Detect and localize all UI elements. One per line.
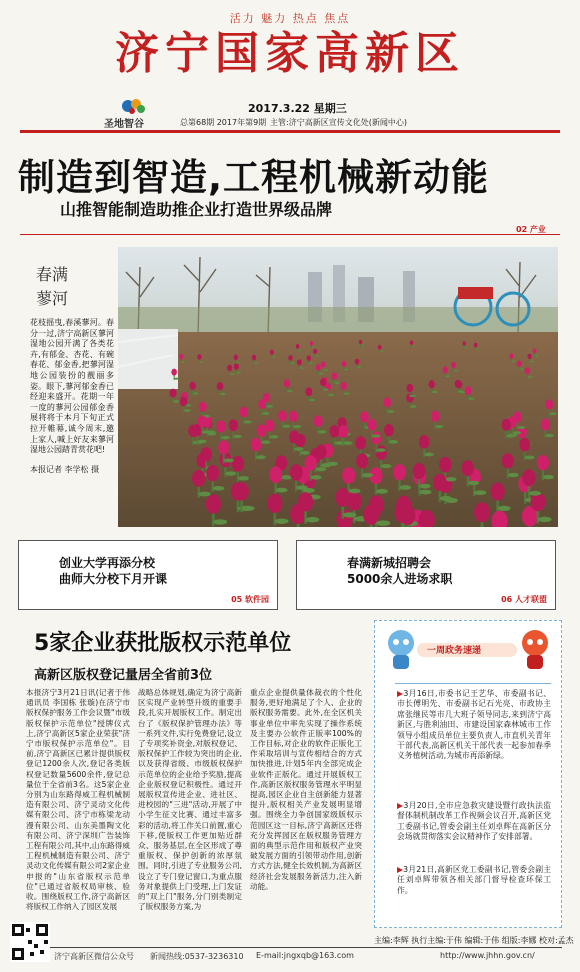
tulip-bloom	[342, 467, 355, 484]
tulip-leaf	[476, 349, 479, 350]
tulip-leaf	[323, 388, 329, 390]
photo-feature-title-1: 春满	[36, 265, 69, 284]
tulip-bloom	[355, 359, 360, 365]
tulip-bloom	[439, 457, 451, 473]
tulip-leaf	[300, 451, 310, 455]
tulip-bloom	[502, 453, 514, 468]
tulip-leaf	[529, 491, 541, 496]
masthead-title: 济宁国家高新区	[115, 28, 465, 79]
tulip-bloom	[180, 397, 188, 407]
tulip-bloom	[527, 354, 531, 360]
lead-divider	[20, 234, 560, 235]
tulip-bloom	[270, 350, 274, 355]
tulip-leaf	[254, 362, 258, 364]
tulip-leaf	[262, 440, 271, 444]
tulip-leaf	[306, 517, 320, 522]
tulip-bloom	[216, 420, 225, 432]
tulip-leaf	[527, 376, 532, 378]
tulip-bloom	[197, 415, 206, 427]
tulip-leaf	[344, 369, 348, 371]
tulip-leaf	[202, 430, 210, 433]
tulip-leaf	[238, 476, 249, 480]
tulip-leaf	[236, 362, 240, 364]
tulip-bloom	[304, 455, 316, 470]
tulip-leaf	[380, 351, 383, 352]
teaser-title-line2: 5000余人进场求职	[347, 572, 453, 586]
tulip-leaf	[334, 382, 339, 384]
tulip-bloom	[313, 349, 317, 354]
tulip-bloom	[310, 341, 313, 345]
tulip-bloom	[189, 382, 196, 390]
tulip-leaf	[525, 455, 535, 459]
tulip-bloom	[455, 380, 461, 388]
teaser-section-tag: 06 人才联盟	[501, 595, 547, 604]
tulip-leaf	[349, 489, 361, 494]
tulip-leaf	[193, 392, 199, 394]
tulip-leaf	[334, 441, 343, 445]
tulip-bloom	[257, 424, 267, 436]
gov-item: ▶3月16日,市委书记王艺华、市委副书记、市长傅明先、市委副书记石光亮、市政协主席张继民等市几大班子领导同志,来到济宁高新区,与胜利油田、市建设国家森林城市工作领导小组成员单位主要负责人,市直机关青年干部代表,高新区机关干部代表一起参加春季义务植树活动,为城市再添新绿。	[397, 689, 552, 761]
tulip-bloom	[410, 341, 413, 345]
gov-item-text: 3月20日,全市应急救灾建设暨行政执法监督体制机制改革工作视频会议召开,高新区党工委副书记,管委会副主任刘卓辉在高新区分会场就贯彻落实会议精神作了安排部署。	[397, 801, 552, 842]
tulip-bloom	[513, 411, 522, 422]
tulip-leaf	[445, 375, 450, 377]
tulip-bloom	[289, 430, 299, 443]
tulip-leaf	[399, 485, 411, 490]
tulip-bloom	[197, 354, 201, 360]
tulip-bloom	[367, 419, 376, 431]
tulip-bloom	[451, 362, 456, 368]
teaser-card-software-park[interactable]	[18, 540, 278, 610]
tulip-leaf	[221, 436, 230, 439]
tulip-bloom	[289, 411, 298, 422]
tulip-leaf	[296, 485, 308, 490]
wechat-qr-code-icon	[10, 922, 50, 962]
tulip-bloom	[522, 469, 535, 486]
tulip-leaf	[199, 492, 211, 497]
tulip-leaf	[420, 490, 432, 495]
tulip-leaf	[198, 440, 207, 444]
tulip-leaf	[276, 488, 288, 493]
gov-item-text: 3月16日,市委书记王艺华、市委副书记、市长傅明先、市委副书记石光亮、市政协主席张继民等市几大班子领导同志,来到济宁高新区,与胜利油田、市建设国家森林城市工作领导小组成员单位主要负责人,市直机关青年干部代表,高新区机关干部代表一起参加春季义务植树活动,为城市再添新绿。	[397, 689, 552, 761]
teaser-title-line2: 曲师大分校下月开课	[59, 572, 168, 586]
tulip-leaf	[344, 392, 350, 394]
tulip-leaf	[445, 477, 456, 481]
tulip-leaf	[318, 430, 326, 433]
tulip-leaf	[309, 363, 313, 365]
tulip-bloom	[171, 369, 177, 376]
tulip-bloom	[298, 492, 313, 511]
logo-text: 圣地智谷	[104, 119, 144, 130]
footer-website[interactable]: http://www.jhhn.gov.cn/	[440, 951, 535, 960]
tulip-bloom	[252, 355, 256, 361]
tulip-leaf	[294, 447, 303, 451]
tulip-leaf	[538, 517, 552, 522]
tulip-bloom	[307, 355, 311, 361]
tulip-bloom	[465, 386, 472, 395]
tulip-bloom	[206, 494, 221, 513]
tulip-bloom	[378, 345, 382, 350]
tulip-leaf	[376, 520, 390, 526]
tulip-bloom	[316, 364, 321, 371]
tulip-bloom	[541, 419, 550, 431]
tulip-leaf	[410, 405, 417, 408]
tulip-bloom	[218, 440, 229, 454]
tulip-bloom	[533, 348, 537, 353]
tulip-bloom	[265, 420, 274, 432]
tulip-leaf	[293, 425, 301, 428]
tulip-leaf	[181, 361, 185, 363]
tulip-bloom	[394, 503, 410, 523]
gov-item-text: 3月21日,高新区党工委副书记,管委会副主任刘卓辉带领各相关部门督导检查环保工作。	[397, 865, 551, 895]
tulip-leaf	[270, 435, 279, 438]
tulip-leaf	[309, 399, 315, 402]
tulip-leaf	[236, 372, 241, 374]
tulip-leaf	[199, 361, 203, 363]
tulip-bloom	[342, 361, 347, 367]
blue-mascot-icon	[381, 627, 421, 671]
tulip-leaf	[357, 366, 361, 368]
tulip-leaf	[535, 355, 539, 356]
tulip-leaf	[230, 373, 235, 375]
tulip-bloom	[206, 465, 219, 481]
tulip-bloom	[491, 482, 505, 500]
tulip-bloom	[384, 424, 394, 436]
tulip-bloom	[413, 463, 426, 479]
tulip-leaf	[262, 412, 269, 415]
tulip-leaf	[372, 434, 381, 437]
tulip-bloom	[320, 378, 326, 386]
gov-affairs-panel	[374, 620, 562, 928]
issue-number: 总第68期 2017年第9期	[180, 118, 267, 127]
article-column-2: 战略总体规划,确定为济宁高新区实现产业转型升级的重要手段,扎实开展版权工作。制定出台了《版权保护管理办法》等一系列文件,实行免费登记,设立了专项奖补资金,对版权登记、版权保护工作较为突出的企业,以及获得省级、市级版权保护示范单位的企业给予奖励,提高企业版权登记积极性。通过开展版权宣传进企业、进社区、进校园的"三进"活动,开展了中小学生征文比赛、通过丰富多彩的活动,将工作关口前置,重心下移,使版权工作更加贴近群众、服务基层,在全区形成了尊重版权、保护创新的浓厚氛围。同时,引进了专业服务公司,设立了专门登记窗口,为重点服务对象提供上门受理,上门发证的"双上门"服务,分门别类制定了版权服务方案,为	[138, 688, 242, 912]
article-column-3: 重点企业提供量体裁衣的个性化服务,更好地满足了个人、企业的版权服务需要。此外,在全区机关事业单位中率先实现了操作系统及主要办公软件正版率100%的工作目标,对企业的软件正版化工作采取培训与宣传相结合的方式加快推进,计划5年内全部完成企业软件正版化。通过开展版权工作,高新区版权服务管理水平明显提高,园区企业自主创新能力显著提升,版权相关产业发展明显增强。围绕全力争创国家级版权示范园区这一目标,济宁高新区还将充分发挥园区在版权服务管理方面的典型示范作用和版权产业突破发展方面的引领带动作用,创新方式方法,健全长效机制,为高新区经济社会发展服务新活力,注入新动能。	[250, 688, 362, 891]
tulip-leaf	[387, 410, 394, 413]
tulip-leaf	[233, 435, 242, 438]
tulip-bloom	[359, 340, 362, 344]
tulip-leaf	[321, 463, 331, 467]
tulip-leaf	[468, 481, 479, 486]
tulip-bloom	[363, 505, 379, 525]
tulip-bloom	[305, 387, 312, 396]
tulip-bloom	[383, 397, 391, 407]
tulip-bloom	[330, 425, 340, 438]
sponsor-line: 主管:济宁高新区宣传文化处(新闻中心)	[270, 118, 407, 127]
tulip-bloom	[339, 425, 349, 438]
tulip-bloom	[517, 361, 522, 367]
tulip-bloom	[284, 379, 290, 387]
teaser-title-line1: 春满新城招聘会	[347, 556, 432, 570]
tulip-leaf	[184, 409, 191, 412]
tulip-bloom	[263, 393, 270, 402]
tulip-leaf	[376, 448, 385, 452]
tulip-leaf	[316, 467, 327, 471]
tulip-bloom	[288, 355, 292, 361]
tulip-bloom	[229, 419, 238, 431]
tulip-bloom	[336, 488, 351, 507]
tulip-leaf	[220, 393, 226, 395]
tulip-leaf	[508, 473, 519, 477]
tulip-bloom	[433, 474, 447, 491]
photo-credit: 本报记者 李学松 摄	[30, 465, 100, 474]
tulip-bloom	[545, 399, 553, 409]
editors-line: 主编:李辉 执行主编:于伟 编辑:于伟 组版:李娜 校对:孟杰	[374, 936, 574, 945]
tulip-leaf	[453, 370, 458, 372]
tulip-bloom	[360, 411, 369, 422]
tulip-bloom	[431, 411, 440, 422]
tulip-bloom	[290, 464, 303, 480]
footer-hotline: 新闻热线:0537-3236310	[150, 952, 244, 961]
article-column-1: 本报济宁3月21日讯(记者于伟 通讯员 李国栋 张璇)在济宁市版权保护服务工作会议暨"市级版权保护示范单位"授牌仪式上,济宁高新区5家企业荣获"济宁市版权保护示范单位"。目前,济宁高新区已累计提供版权登记1200余人次,登记各类版权登记数量5600余件,登记总量位于全省前3名。这5家企业分别为山东路得威工程机械制造有限公司、济宁灵动文化传媒有限公司、济宁市栋梁龙动漫有限公司、山东美墨陶文化有限公司、济宁深圳广告装饰工程有限公司,其中,山东路得威工程机械制造有限公司、济宁灵动文化传媒有限公司2家企业申报的"山东省版权示范单位"已通过省版权局审核、验收。围绕版权工作,济宁高新区将版权工作纳入了园区发展	[26, 688, 130, 912]
tulip-bloom	[179, 354, 183, 360]
tulip-bloom	[200, 447, 212, 462]
tulip-leaf	[299, 367, 303, 369]
tulip-leaf	[424, 453, 434, 457]
tulip-bloom	[192, 470, 205, 487]
tulip-bloom	[525, 367, 530, 374]
teaser-card-talent-alliance[interactable]	[296, 540, 556, 610]
tulip-leaf	[464, 347, 467, 348]
tulip-leaf	[549, 412, 556, 415]
tulip-leaf	[225, 471, 236, 475]
tulip-leaf	[283, 425, 291, 428]
tulip-leaf	[511, 360, 515, 362]
teaser-title-line1: 创业大学再添分校	[59, 556, 156, 570]
tulip-bloom	[269, 466, 282, 483]
tulip-leaf	[242, 506, 255, 511]
red-mascot-icon	[515, 627, 555, 671]
tulip-leaf	[545, 434, 554, 437]
tulip-bloom	[356, 453, 368, 468]
issue-date: 2017.3.22 星期三	[248, 102, 347, 115]
tulip-leaf	[244, 420, 252, 423]
tulip-leaf	[174, 378, 179, 380]
footer-wechat: 济宁高新区微信公众号	[54, 952, 134, 961]
gov-item: ▶3月21日,高新区党工委副书记,管委会副主任刘卓辉带领各相关部门督导检查环保工作。	[397, 865, 551, 895]
tulip-leaf	[432, 391, 438, 393]
tulip-bloom	[227, 365, 232, 372]
tulip-bloom	[443, 366, 448, 373]
tulip-leaf	[468, 398, 474, 400]
lead-subheadline: 山推智能制造助推企业打造世界级品牌	[60, 200, 333, 219]
tulip-bloom	[474, 502, 490, 522]
tulip-leaf	[412, 346, 415, 347]
gov-item: ▶3月20日,全市应急救灾建设暨行政执法监督体制机制改革工作视频会议召开,高新区党工委副书记,管委会副主任刘卓辉在高新区分会场就贯彻落实会议精神作了安排部署。	[397, 801, 552, 842]
tulip-bloom	[355, 436, 366, 450]
masthead-divider	[20, 130, 560, 133]
tulip-bloom	[340, 382, 347, 390]
footer-email: E-mail:jngxqb@163.com	[256, 951, 354, 960]
tulip-bloom	[251, 438, 262, 452]
tulip-leaf	[440, 496, 452, 501]
tulip-leaf	[224, 458, 234, 462]
tulip-bloom	[232, 456, 244, 472]
tulip-leaf	[173, 400, 179, 403]
tulip-bloom	[267, 494, 282, 513]
tulip-leaf	[287, 390, 293, 392]
tulip-bloom	[169, 389, 176, 398]
tulip-leaf	[506, 434, 515, 437]
photo-feature-title-2: 蓼河	[36, 289, 69, 308]
tulip-park-photo	[118, 247, 558, 527]
tulip-leaf	[361, 345, 364, 346]
tulip-bloom	[314, 415, 323, 427]
tulip-leaf	[543, 475, 554, 479]
tulip-leaf	[275, 518, 289, 524]
lead-section-tag: 02 产业	[516, 225, 546, 234]
tulip-bloom	[419, 435, 430, 449]
tulip-leaf	[311, 475, 322, 479]
tulip-bloom	[234, 363, 239, 369]
tulip-leaf	[315, 355, 319, 356]
tulip-leaf	[343, 512, 356, 517]
tulip-leaf	[530, 361, 534, 363]
tulip-leaf	[256, 455, 266, 459]
tulip-leaf	[266, 405, 273, 408]
tulip-bloom	[537, 455, 549, 470]
tulip-bloom	[235, 482, 249, 500]
tulip-leaf	[513, 431, 521, 434]
district-logo-icon	[112, 96, 156, 116]
tulip-leaf	[519, 369, 523, 371]
gov-panel-title: 一周政务速递	[427, 646, 482, 656]
tulip-bloom	[240, 407, 248, 418]
tulip-bloom	[234, 354, 238, 360]
tulip-leaf	[291, 362, 295, 364]
tulip-leaf	[213, 519, 227, 525]
tulip-leaf	[498, 506, 511, 511]
tulip-bloom	[519, 438, 530, 452]
tulip-leaf	[328, 394, 334, 396]
tulip-bloom	[297, 359, 302, 365]
tulip-leaf	[272, 356, 276, 357]
tulip-leaf	[474, 490, 486, 495]
tulip-leaf	[362, 473, 373, 477]
tulip-leaf	[298, 350, 301, 351]
tulip-leaf	[435, 425, 443, 428]
tulip-bloom	[509, 353, 513, 359]
tulip-bloom	[462, 460, 475, 476]
tulip-bloom	[296, 344, 300, 349]
tulip-bloom	[474, 343, 478, 347]
lead-headline: 制造到智造,工程机械新动能	[18, 156, 490, 199]
tulip-leaf	[213, 486, 225, 491]
tulip-leaf	[312, 347, 315, 348]
tulip-bloom	[278, 410, 287, 421]
teaser-section-tag: 05 软件园	[231, 595, 269, 604]
tulip-leaf	[419, 484, 431, 489]
tulip-bloom	[462, 341, 465, 345]
tulip-leaf	[458, 390, 464, 392]
tulip-leaf	[410, 395, 416, 397]
tulip-leaf	[517, 426, 525, 429]
tulip-bloom	[502, 419, 511, 431]
article-title: 5家企业获批版权示范单位	[34, 631, 292, 656]
tulip-leaf	[323, 369, 327, 371]
photo-feature-body: 花枝摇曳,春溪蓼河。春分一过,济宁高新区蓼河湿地公园开满了各类花卉,有郁金、杏花、有碗春花、郁金香,把蓼河湿地公园装扮的靓丽多姿。眼下,蓼河郁金香已经迎来盛开。花期一年一度的蓼河公园郁金香展将将于本月下旬正式拉开帷幕,诚今周末,邀上家人,喊上好友来蓼河湿地公园踏青赏花吧!	[30, 318, 114, 455]
tulip-leaf	[344, 441, 353, 445]
tulip-bloom	[217, 382, 224, 390]
tulip-leaf	[389, 440, 398, 444]
tulip-bloom	[407, 384, 414, 392]
tulip-bloom	[429, 380, 435, 388]
tulip-leaf	[376, 489, 388, 494]
tulip-leaf	[381, 464, 391, 468]
tulip-bloom	[321, 361, 326, 367]
tulip-bloom	[199, 402, 207, 412]
tulip-leaf	[318, 373, 323, 375]
footer-divider	[18, 947, 562, 948]
masthead-slogan: 活力 魅力 热点 焦点	[229, 12, 351, 25]
tulip-bloom	[393, 464, 406, 480]
article-subtitle: 高新区版权登记量居全省前3位	[34, 668, 213, 683]
tulip-bloom	[332, 372, 338, 379]
